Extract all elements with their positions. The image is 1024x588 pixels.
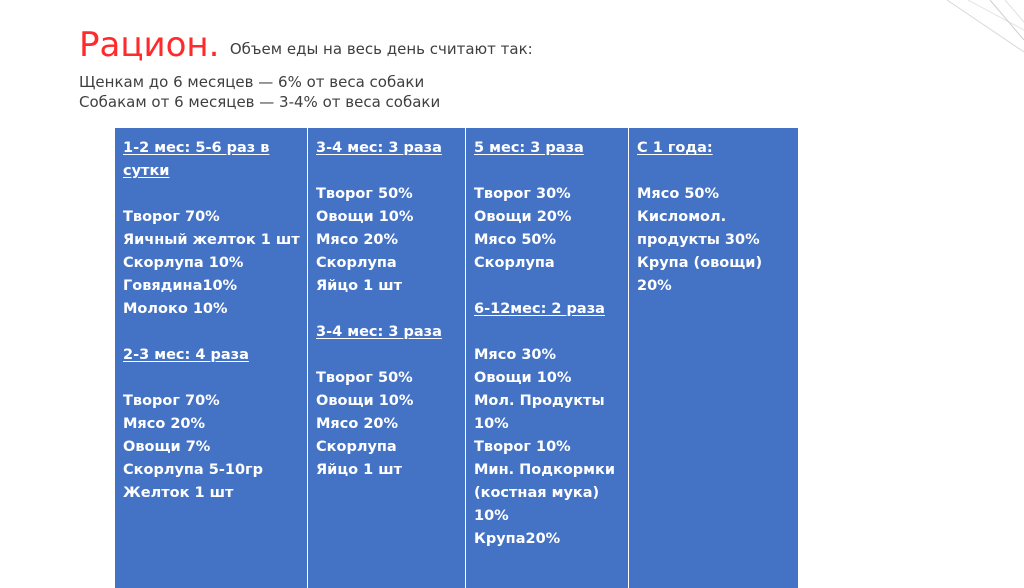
column-heading: 2-3 мес: 4 раза (123, 347, 249, 363)
column-heading: С 1 года: (637, 140, 713, 156)
diet-item: Творог 50% (316, 370, 413, 386)
diet-item: Мол. Продукты (474, 393, 605, 409)
column-heading: 6-12мес: 2 раза (474, 301, 605, 317)
diet-item: Скорлупа 10% (123, 255, 244, 271)
subtitle-dogs: Собакам от 6 месяцев — 3-4% от веса собаки (79, 93, 441, 111)
diet-item: Желток 1 шт (123, 485, 234, 501)
table-column-5-12-months (465, 128, 628, 588)
diet-item: (костная мука) (474, 485, 600, 501)
diet-item: Яйцо 1 шт (316, 462, 403, 478)
diet-item: Овощи 10% (316, 209, 414, 225)
diet-item: Творог 70% (123, 393, 220, 409)
diet-item: 10% (474, 416, 509, 432)
diet-item: Овощи 10% (474, 370, 572, 386)
diet-item: Мин. Подкормки (474, 462, 616, 478)
diet-item: Скорлупа (474, 255, 555, 271)
diet-item: продукты 30% (637, 232, 760, 248)
diet-item: Овощи 20% (474, 209, 572, 225)
diet-item: Мясо 20% (123, 416, 206, 432)
blank-line (316, 298, 458, 321)
diet-item: Скорлупа (316, 255, 397, 271)
slide-header (79, 25, 959, 112)
diet-item: Крупа (овощи) (637, 255, 763, 271)
diet-table (114, 127, 799, 588)
diet-item: Мясо 20% (316, 232, 399, 248)
diet-item: Говядина10% (123, 278, 238, 294)
diet-item: Овощи 7% (123, 439, 211, 455)
diet-item: Крупа20% (474, 531, 561, 547)
column-heading: 3-4 мес: 3 раза (316, 140, 442, 156)
diet-item: Яйцо 1 шт (316, 278, 403, 294)
diet-item: 10% (474, 508, 509, 524)
table-column-3-4-months (307, 128, 465, 588)
title-line (79, 25, 959, 65)
column-heading: 1-2 мес: 5-6 раз в (123, 140, 270, 156)
diet-item: Творог 10% (474, 439, 571, 455)
blank-line (637, 160, 791, 183)
slide-title: Рацион. (79, 25, 220, 65)
diet-item: Молоко 10% (123, 301, 228, 317)
diet-item: Творог 30% (474, 186, 571, 202)
diet-item: 20% (637, 278, 672, 294)
diet-item: Скорлупа 5-10гр (123, 462, 263, 478)
diet-item: Творог 50% (316, 186, 413, 202)
blank-line (316, 344, 458, 367)
blank-line (474, 160, 621, 183)
table-column-1-2-months (114, 128, 307, 588)
diet-item: Кисломол. (637, 209, 727, 225)
diet-item: Яичный желток 1 шт (123, 232, 300, 248)
diet-item: Мясо 30% (474, 347, 557, 363)
diet-item: Скорлупа (316, 439, 397, 455)
diet-item: Овощи 10% (316, 393, 414, 409)
diet-item: Мясо 50% (637, 186, 720, 202)
blank-line (123, 367, 300, 390)
column-heading: 5 мес: 3 раза (474, 140, 584, 156)
diet-item: Мясо 20% (316, 416, 399, 432)
diet-item: Творог 70% (123, 209, 220, 225)
column-heading: 3-4 мес: 3 раза (316, 324, 442, 340)
blank-line (123, 183, 300, 206)
blank-line (474, 275, 621, 298)
diet-item: Мясо 50% (474, 232, 557, 248)
title-note: Объем еды на весь день считают так: (229, 40, 533, 58)
blank-line (316, 160, 458, 183)
subtitle-puppies: Щенкам до 6 месяцев — 6% от веса собаки (79, 73, 425, 91)
blank-line (123, 321, 300, 344)
blank-line (474, 321, 621, 344)
column-heading: сутки (123, 163, 170, 179)
table-column-1-year (628, 128, 799, 588)
